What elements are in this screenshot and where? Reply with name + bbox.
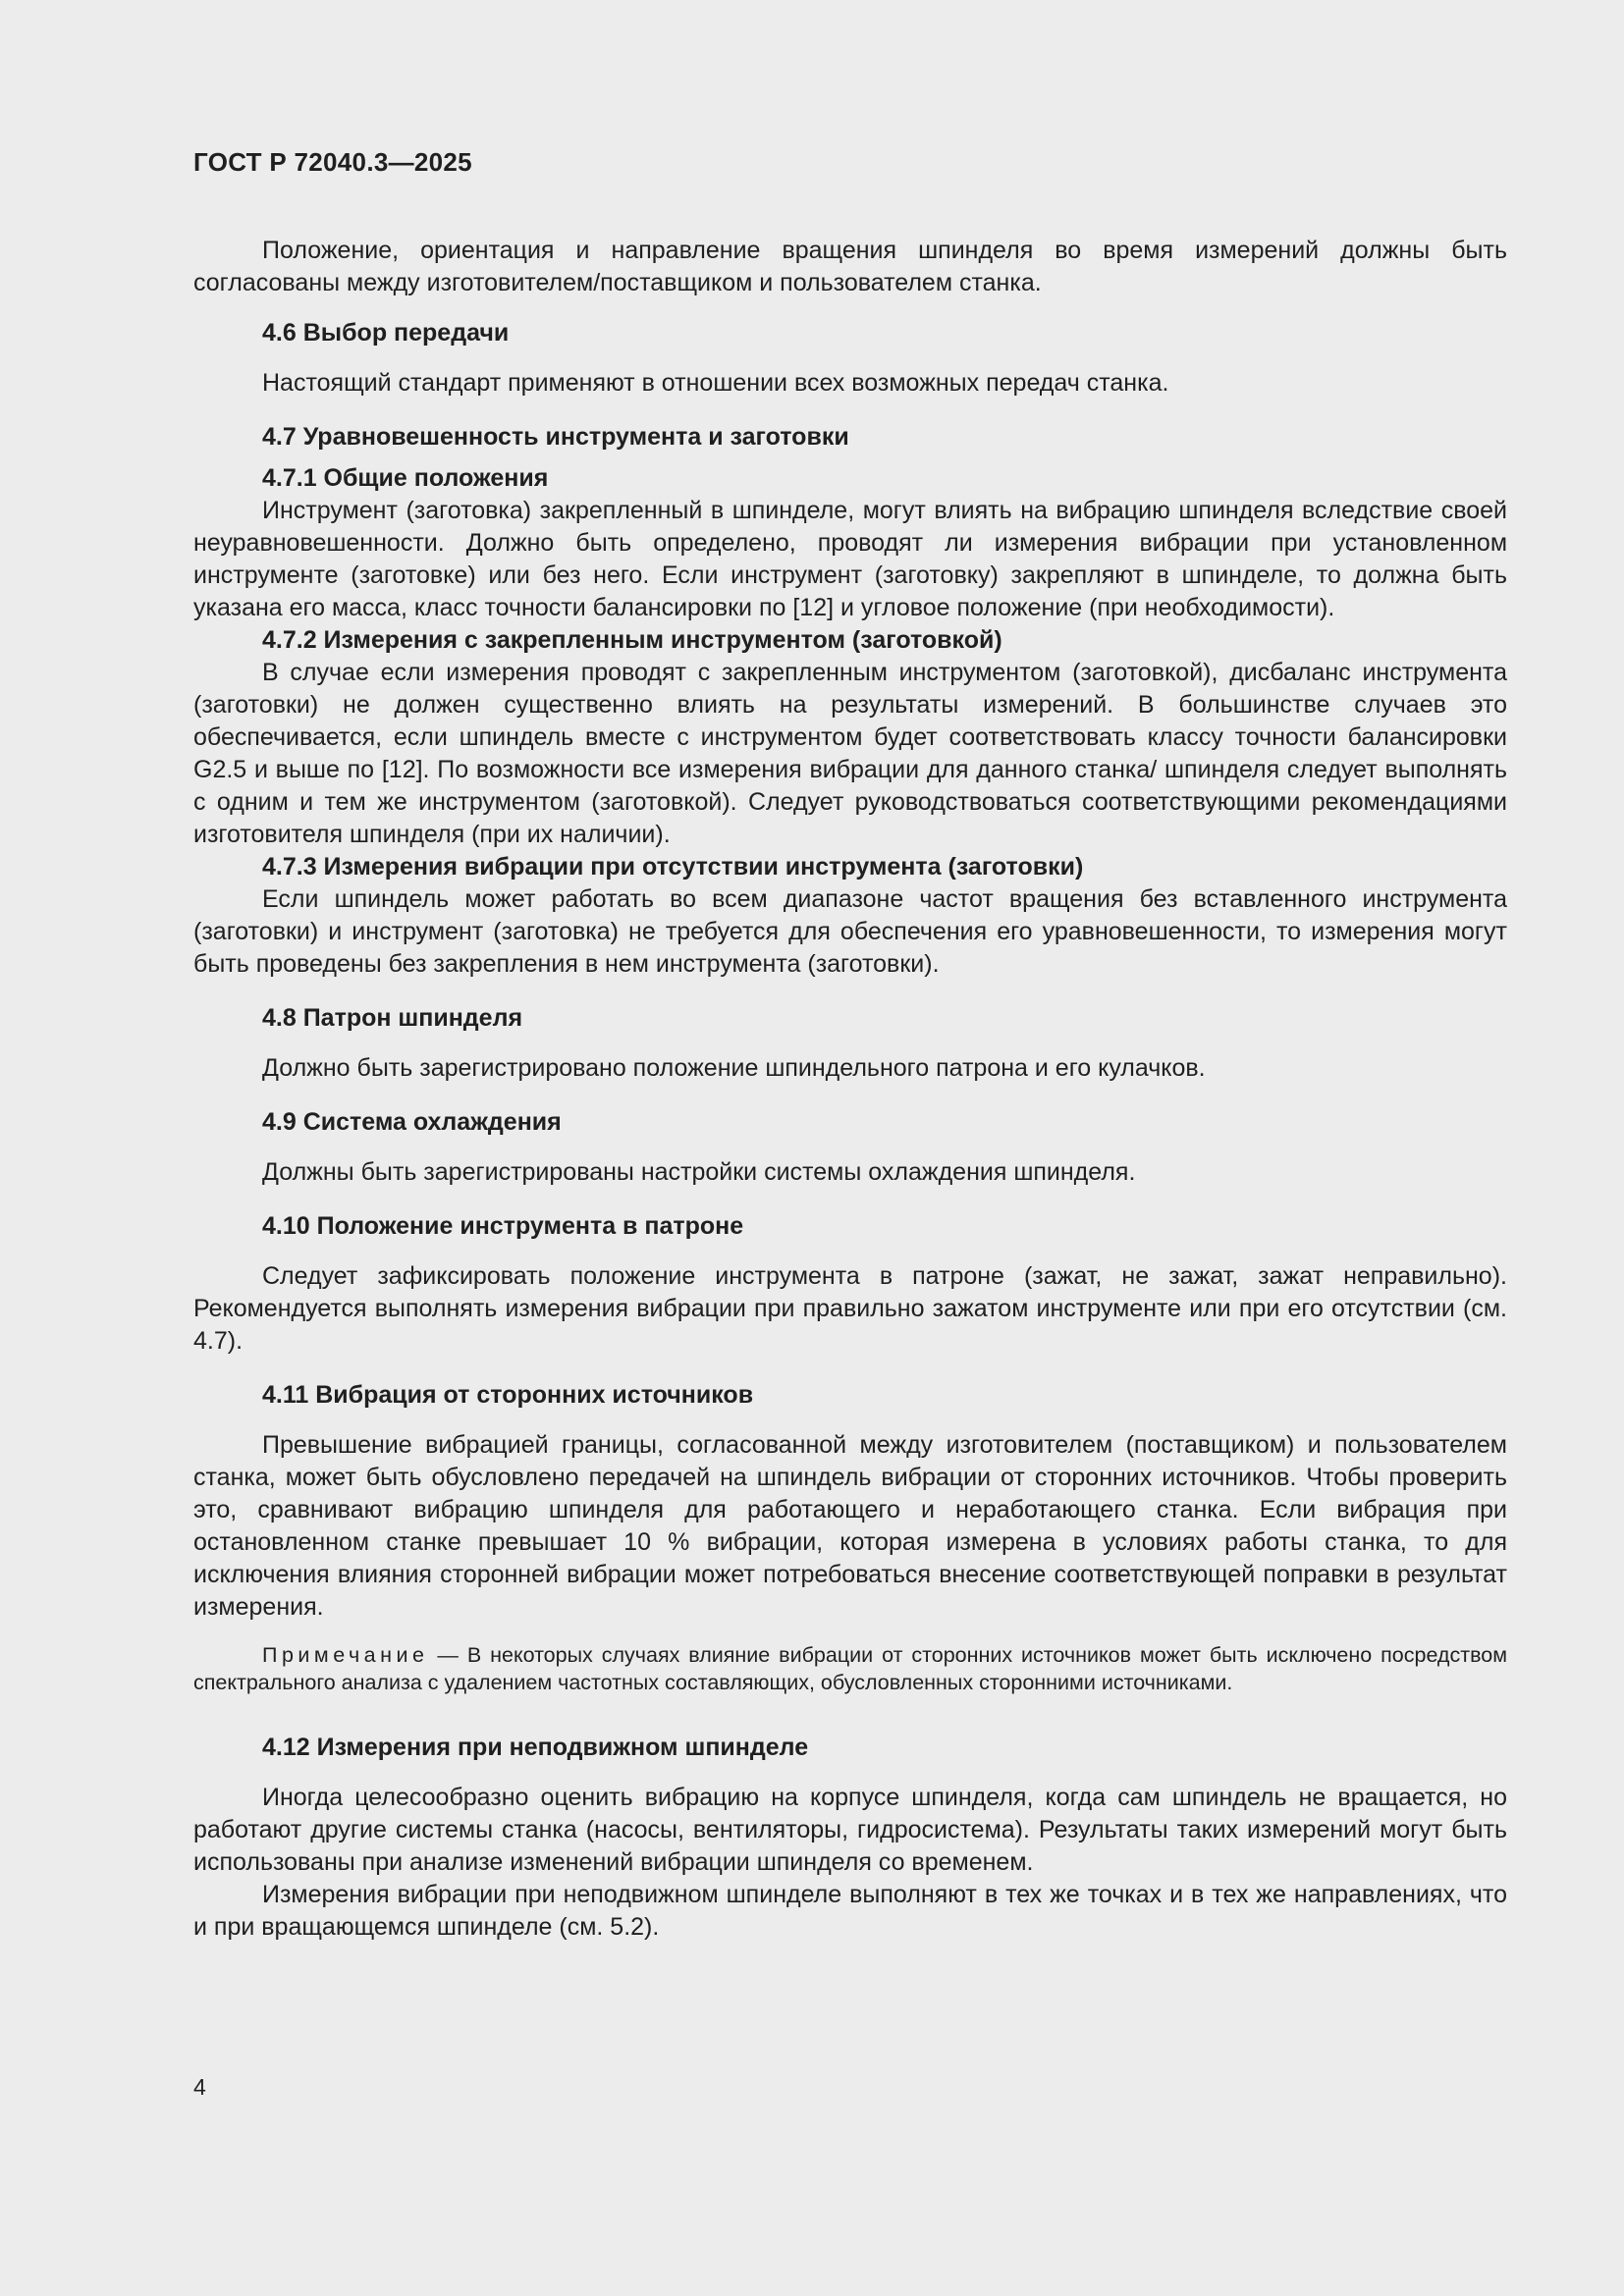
section-4-7-title: 4.7 Уравновешенность инструмента и заготовки [262,423,849,451]
section-4-11-note [193,1641,1507,1696]
section-4-7-2-paragraph: В случае если измерения проводят с закрепленным инструментом (заготовкой), дисбаланс инструмента (заготовки) не должен существенно влиять на результаты измерений. В большинстве случаев это обеспечивается, если шпиндель вместе с инструментом будет соответствовать классу точности балансировки G2.5 и выше по [12]. По возможности все измерения вибрации для данного станка/ шпинделя следует выполнять с одним и тем же инструментом (заготовкой). Следует руководствоваться соответствующими рекомендациями изготовителя шпинделя (при их наличии). [193,659,1507,848]
section-4-11-title: 4.11 Вибрация от сторонних источников [262,1381,754,1409]
section-4-8-paragraph: Должно быть зарегистрировано положение шпиндельного патрона и его кулачков. [262,1054,1206,1082]
intro-paragraph: Положение, ориентация и направление вращения шпинделя во время измерений должны быть согласованы между изготовителем/поставщиком и пользователем станка. [193,237,1507,296]
section-4-10-title: 4.10 Положение инструмента в патроне [262,1212,744,1240]
section-4-12-paragraph-1: Иногда целесообразно оценить вибрацию на корпусе шпинделя, когда сам шпиндель не вращается, но работают другие системы станка (насосы, вентиляторы, гидросистема). Результаты таких измерений могут быть использованы при анализе изменений вибрации шпинделя со временем. [193,1784,1507,1876]
section-4-7-2-title: 4.7.2 Измерения с закрепленным инструментом (заготовкой) [262,626,1002,654]
section-4-7-1-title: 4.7.1 Общие положения [262,464,549,492]
note-label: Примечание [262,1643,429,1667]
section-4-7-1-paragraph: Инструмент (заготовка) закрепленный в шпинделе, могут влиять на вибрацию шпинделя вследствие своей неуравновешенности. Должно быть определено, проводят ли измерения вибрации при установленном инструменте (заготовке) или без него. Если инструмент (заготовку) закрепляют в шпинделе, то должна быть указана его масса, класс точности балансировки по [12] и угловое положение (при необходимости). [193,497,1507,621]
document-code-header: ГОСТ Р 72040.3—2025 [193,147,472,177]
section-4-10-paragraph: Следует зафиксировать положение инструмента в патроне (зажат, не зажат, зажат неправильно). Рекомендуется выполнять измерения вибрации при правильно зажатом инструменте или при его отсутствии (см. 4.7). [193,1262,1507,1355]
section-4-7-3-paragraph: Если шпиндель может работать во всем диапазоне частот вращения без вставленного инструмента (заготовки) и инструмент (заготовка) не требуется для обеспечения его уравновешенности, то измерения могут быть проведены без закрепления в нем инструмента (заготовки). [193,885,1507,978]
section-4-12-paragraph-2: Измерения вибрации при неподвижном шпинделе выполняют в тех же точках и в тех же направлениях, что и при вращающемся шпинделе (см. 5.2). [193,1881,1507,1941]
section-4-6-title: 4.6 Выбор передачи [262,319,510,347]
section-4-9-title: 4.9 Система охлаждения [262,1108,562,1136]
note-text: — В некоторых случаях влияние вибрации от сторонних источников может быть исключено посредством спектрального анализа с удалением частотных составляющих, обусловленных сторонними источниками. [193,1643,1507,1694]
section-4-6-paragraph: Настоящий стандарт применяют в отношении всех возможных передач станка. [262,369,1169,397]
document-page [193,147,1507,1944]
page-number: 4 [193,2074,206,2100]
section-4-12-title: 4.12 Измерения при неподвижном шпинделе [262,1734,809,1761]
section-4-9-paragraph: Должны быть зарегистрированы настройки системы охлаждения шпинделя. [262,1158,1136,1186]
section-4-11-paragraph: Превышение вибрацией границы, согласованной между изготовителем (поставщиком) и пользователем станка, может быть обусловлено передачей на шпиндель вибрации от сторонних источников. Чтобы проверить это, сравнивают вибрацию шпинделя для работающего и неработающего станка. Если вибрация при остановленном станке превышает 10 % вибрации, которая измерена в условиях работы станка, то для исключения влияния сторонней вибрации может потребоваться внесение соответствующей поправки в результат измерения. [193,1431,1507,1621]
section-4-8-title: 4.8 Патрон шпинделя [262,1004,523,1032]
section-4-7-3-title: 4.7.3 Измерения вибрации при отсутствии инструмента (заготовки) [262,853,1084,881]
